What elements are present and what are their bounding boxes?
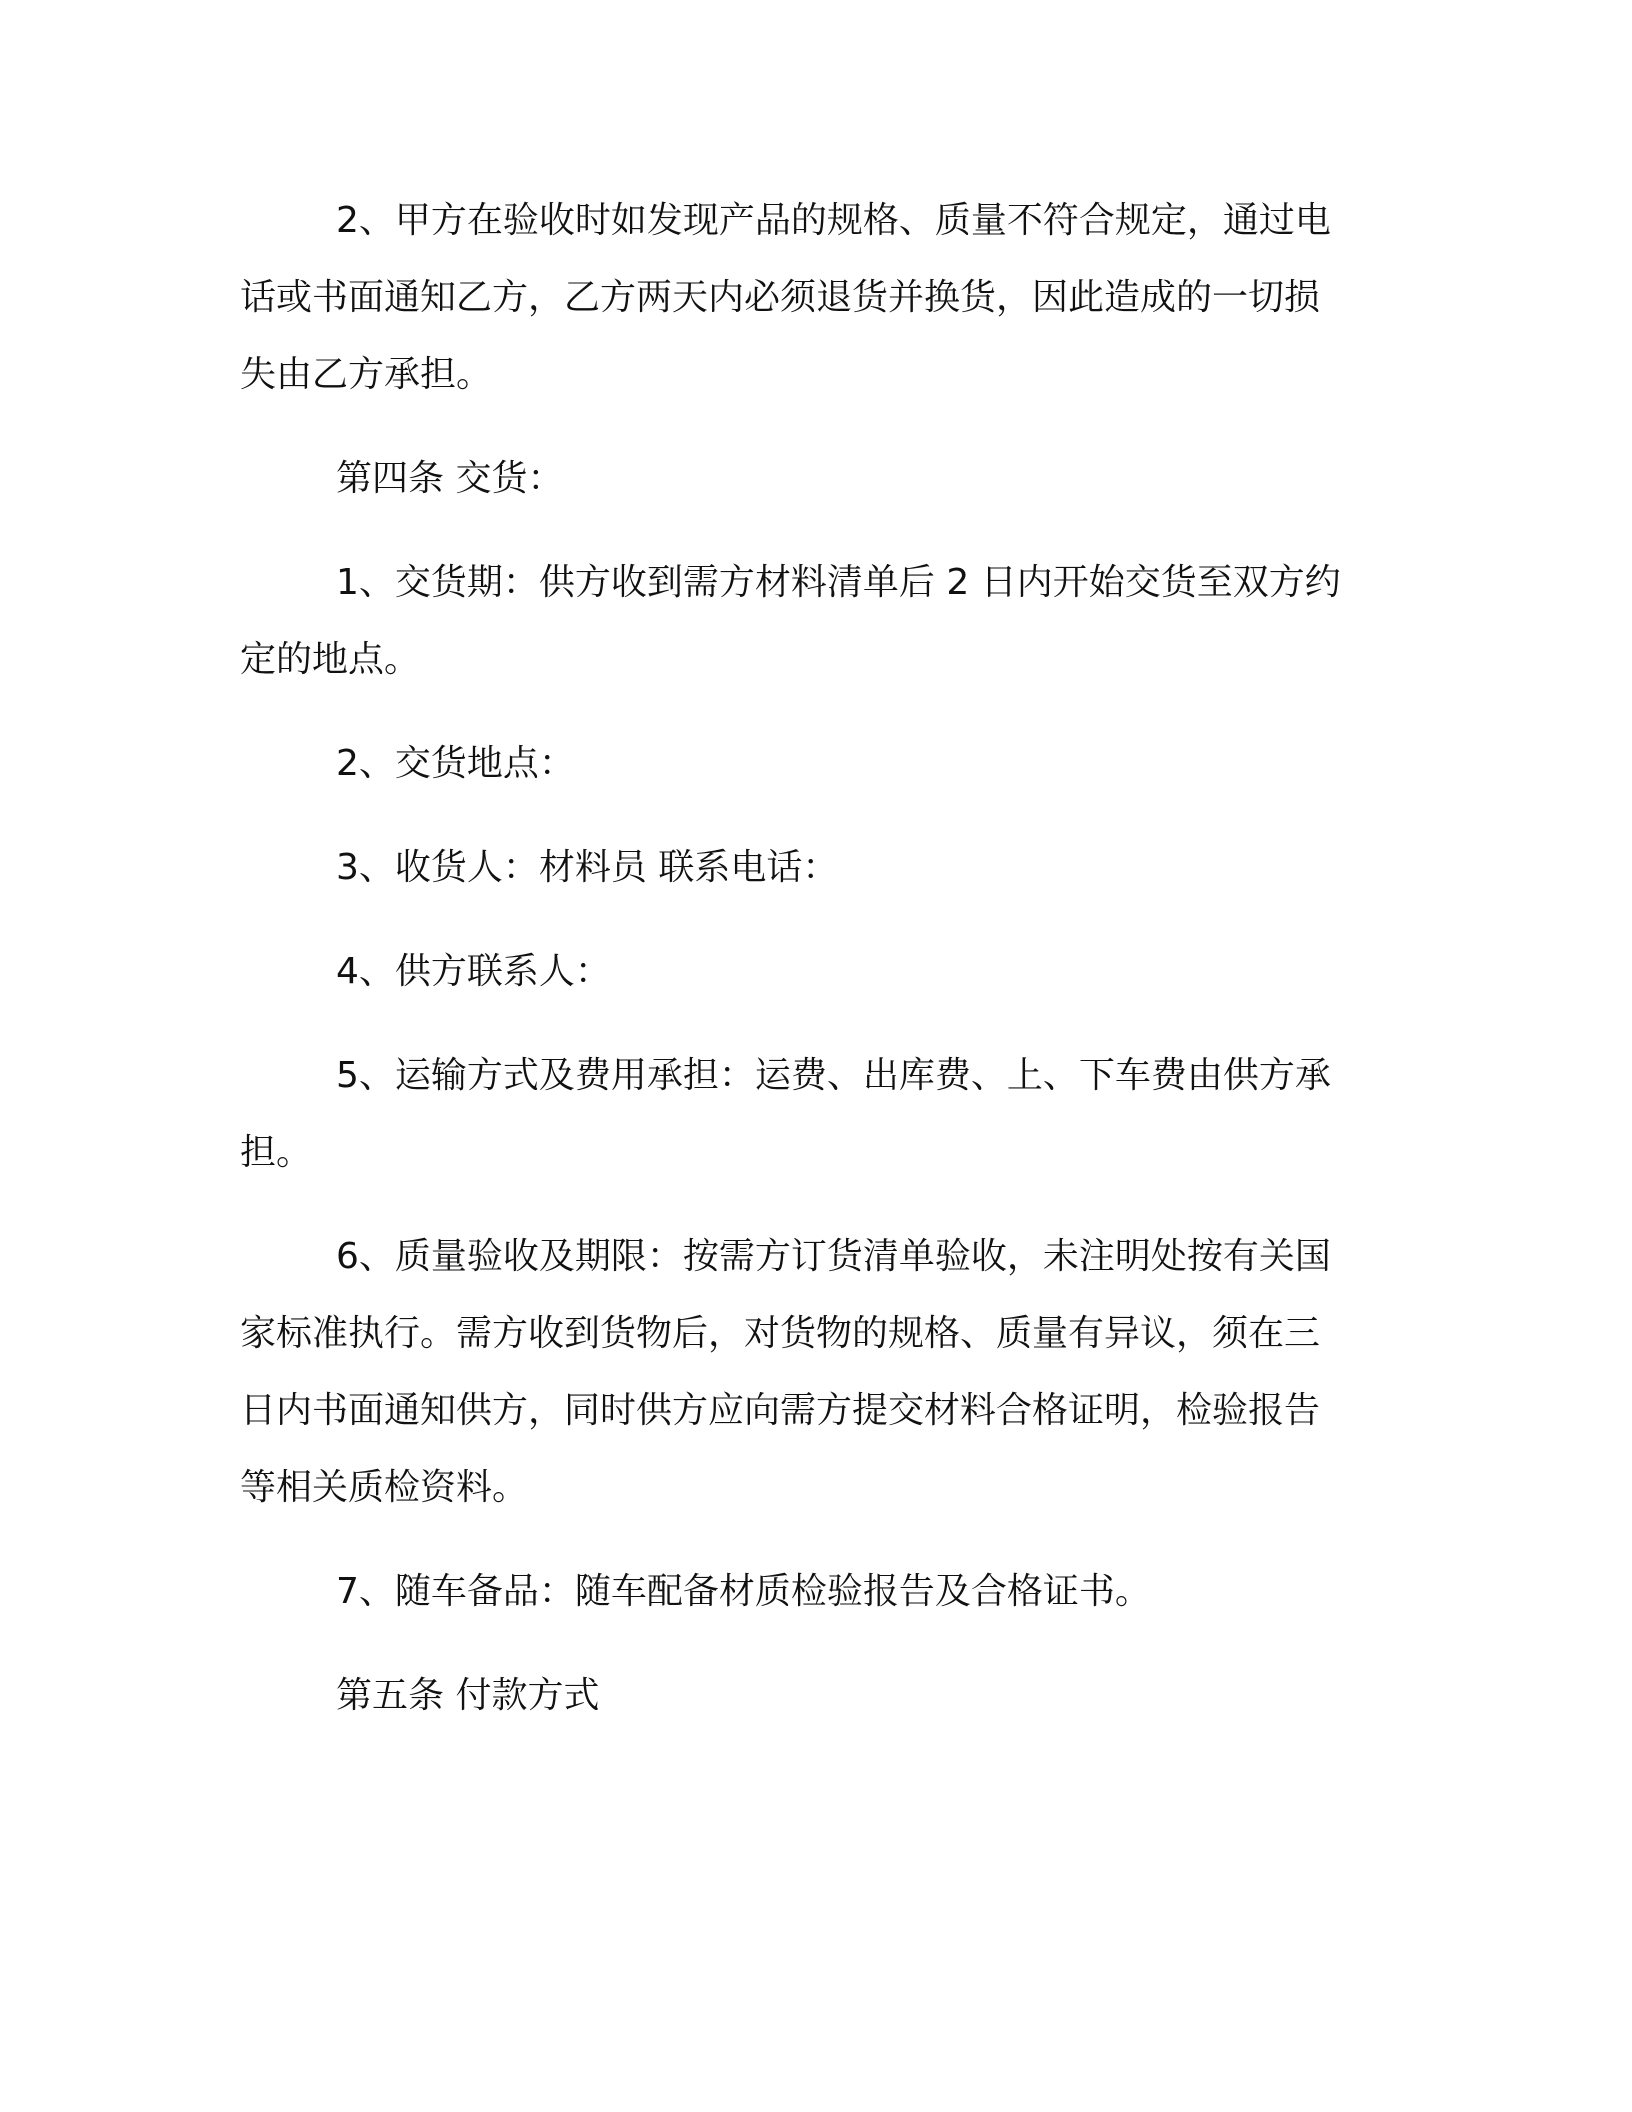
- clause-paragraph-delivery-6: [240, 1218, 1370, 1526]
- clause-paragraph-delivery-5: [240, 1037, 1370, 1191]
- text-line: 失由乙方承担。: [240, 354, 493, 395]
- text-line: 第四条 交货：: [336, 458, 564, 499]
- text-line: 6、质量验收及期限：按需方订货清单验收，未注明处按有关国: [336, 1236, 1331, 1277]
- clause-paragraph-delivery-7: [240, 1553, 1370, 1630]
- clause-paragraph-delivery-4: [240, 933, 1370, 1010]
- section-heading-article-5: [240, 1657, 1370, 1734]
- text-line: 担。: [240, 1132, 313, 1173]
- clause-paragraph-acceptance-2: [240, 182, 1370, 413]
- text-line: 2、甲方在验收时如发现产品的规格、质量不符合规定，通过电: [336, 200, 1331, 241]
- clause-paragraph-delivery-1: [240, 544, 1370, 698]
- text-line: 日内书面通知供方，同时供方应向需方提交材料合格证明，检验报告: [240, 1390, 1321, 1431]
- text-line: 等相关质检资料。: [240, 1467, 529, 1508]
- text-line: 5、运输方式及费用承担：运费、出库费、上、下车费由供方承: [336, 1055, 1331, 1096]
- text-line: 1、交货期：供方收到需方材料清单后 2 日内开始交货至双方约: [336, 562, 1341, 603]
- text-line: 定的地点。: [240, 639, 421, 680]
- clause-paragraph-delivery-3: [240, 829, 1370, 906]
- document-body: [240, 182, 1370, 1761]
- text-line: 7、随车备品：随车配备材质检验报告及合格证书。: [336, 1571, 1151, 1612]
- text-line: 话或书面通知乙方，乙方两天内必须退货并换货，因此造成的一切损: [240, 277, 1321, 318]
- text-line: 第五条 付款方式: [336, 1675, 600, 1716]
- text-line: 4、供方联系人：: [336, 951, 611, 992]
- clause-paragraph-delivery-2: [240, 725, 1370, 802]
- text-line: 家标准执行。需方收到货物后，对货物的规格、质量有异议，须在三: [240, 1313, 1321, 1354]
- section-heading-article-4: [240, 440, 1370, 517]
- text-line: 2、交货地点：: [336, 743, 575, 784]
- text-line: 3、收货人：材料员 联系电话：: [336, 847, 839, 888]
